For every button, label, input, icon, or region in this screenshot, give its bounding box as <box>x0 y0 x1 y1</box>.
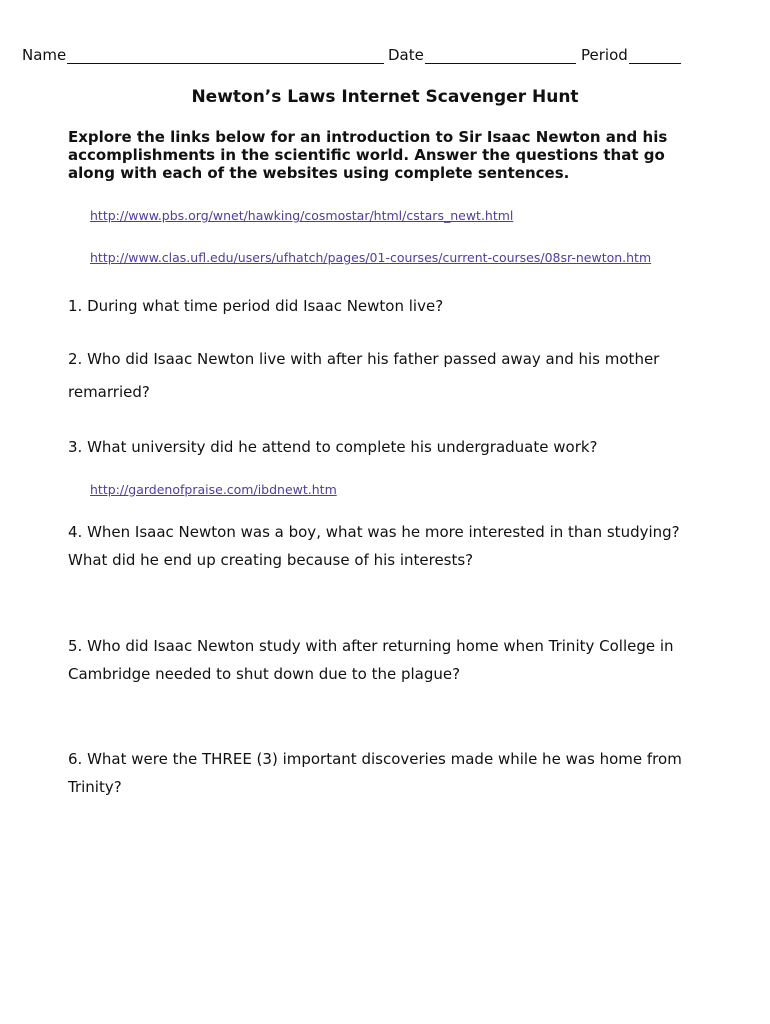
link-pbs-newton[interactable]: http://www.pbs.org/wnet/hawking/cosmostar/html/cstars_newt.html <box>90 208 514 223</box>
date-label: Date <box>388 46 424 64</box>
link-gardenofpraise[interactable]: http://gardenofpraise.com/ibdnewt.htm <box>90 482 337 497</box>
date-field[interactable] <box>425 63 576 64</box>
period-field[interactable] <box>629 63 681 64</box>
question-3: 3. What university did he attend to complete his undergraduate work? <box>68 438 598 456</box>
question-4: 4. When Isaac Newton was a boy, what was he more interested in than studying? What did he end up creating because of his interests? <box>68 523 680 569</box>
question-5: 5. Who did Isaac Newton study with after returning home when Trinity College in Cambridge needed to shut down due to the plague? <box>68 637 674 683</box>
question-6: 6. What were the THREE (3) important discoveries made while he was home from Trinity? <box>68 750 682 796</box>
link-ufl-newton[interactable]: http://www.clas.ufl.edu/users/ufhatch/pages/01-courses/current-courses/08sr-newton.htm <box>90 250 652 265</box>
question-1: 1. During what time period did Isaac Newton live? <box>68 297 444 315</box>
page-title: Newton’s Laws Internet Scavenger Hunt <box>191 87 579 107</box>
name-label: Name <box>22 46 67 64</box>
question-2: 2. Who did Isaac Newton live with after his father passed away and his mother remarried? <box>68 350 660 401</box>
period-label: Period <box>581 46 628 64</box>
instructions-paragraph: Explore the links below for an introduction to Sir Isaac Newton and his accomplishments in the scientific world. Answer the questions that go along with each of the websites using complete sentences. <box>68 128 668 182</box>
name-field[interactable] <box>67 63 384 64</box>
